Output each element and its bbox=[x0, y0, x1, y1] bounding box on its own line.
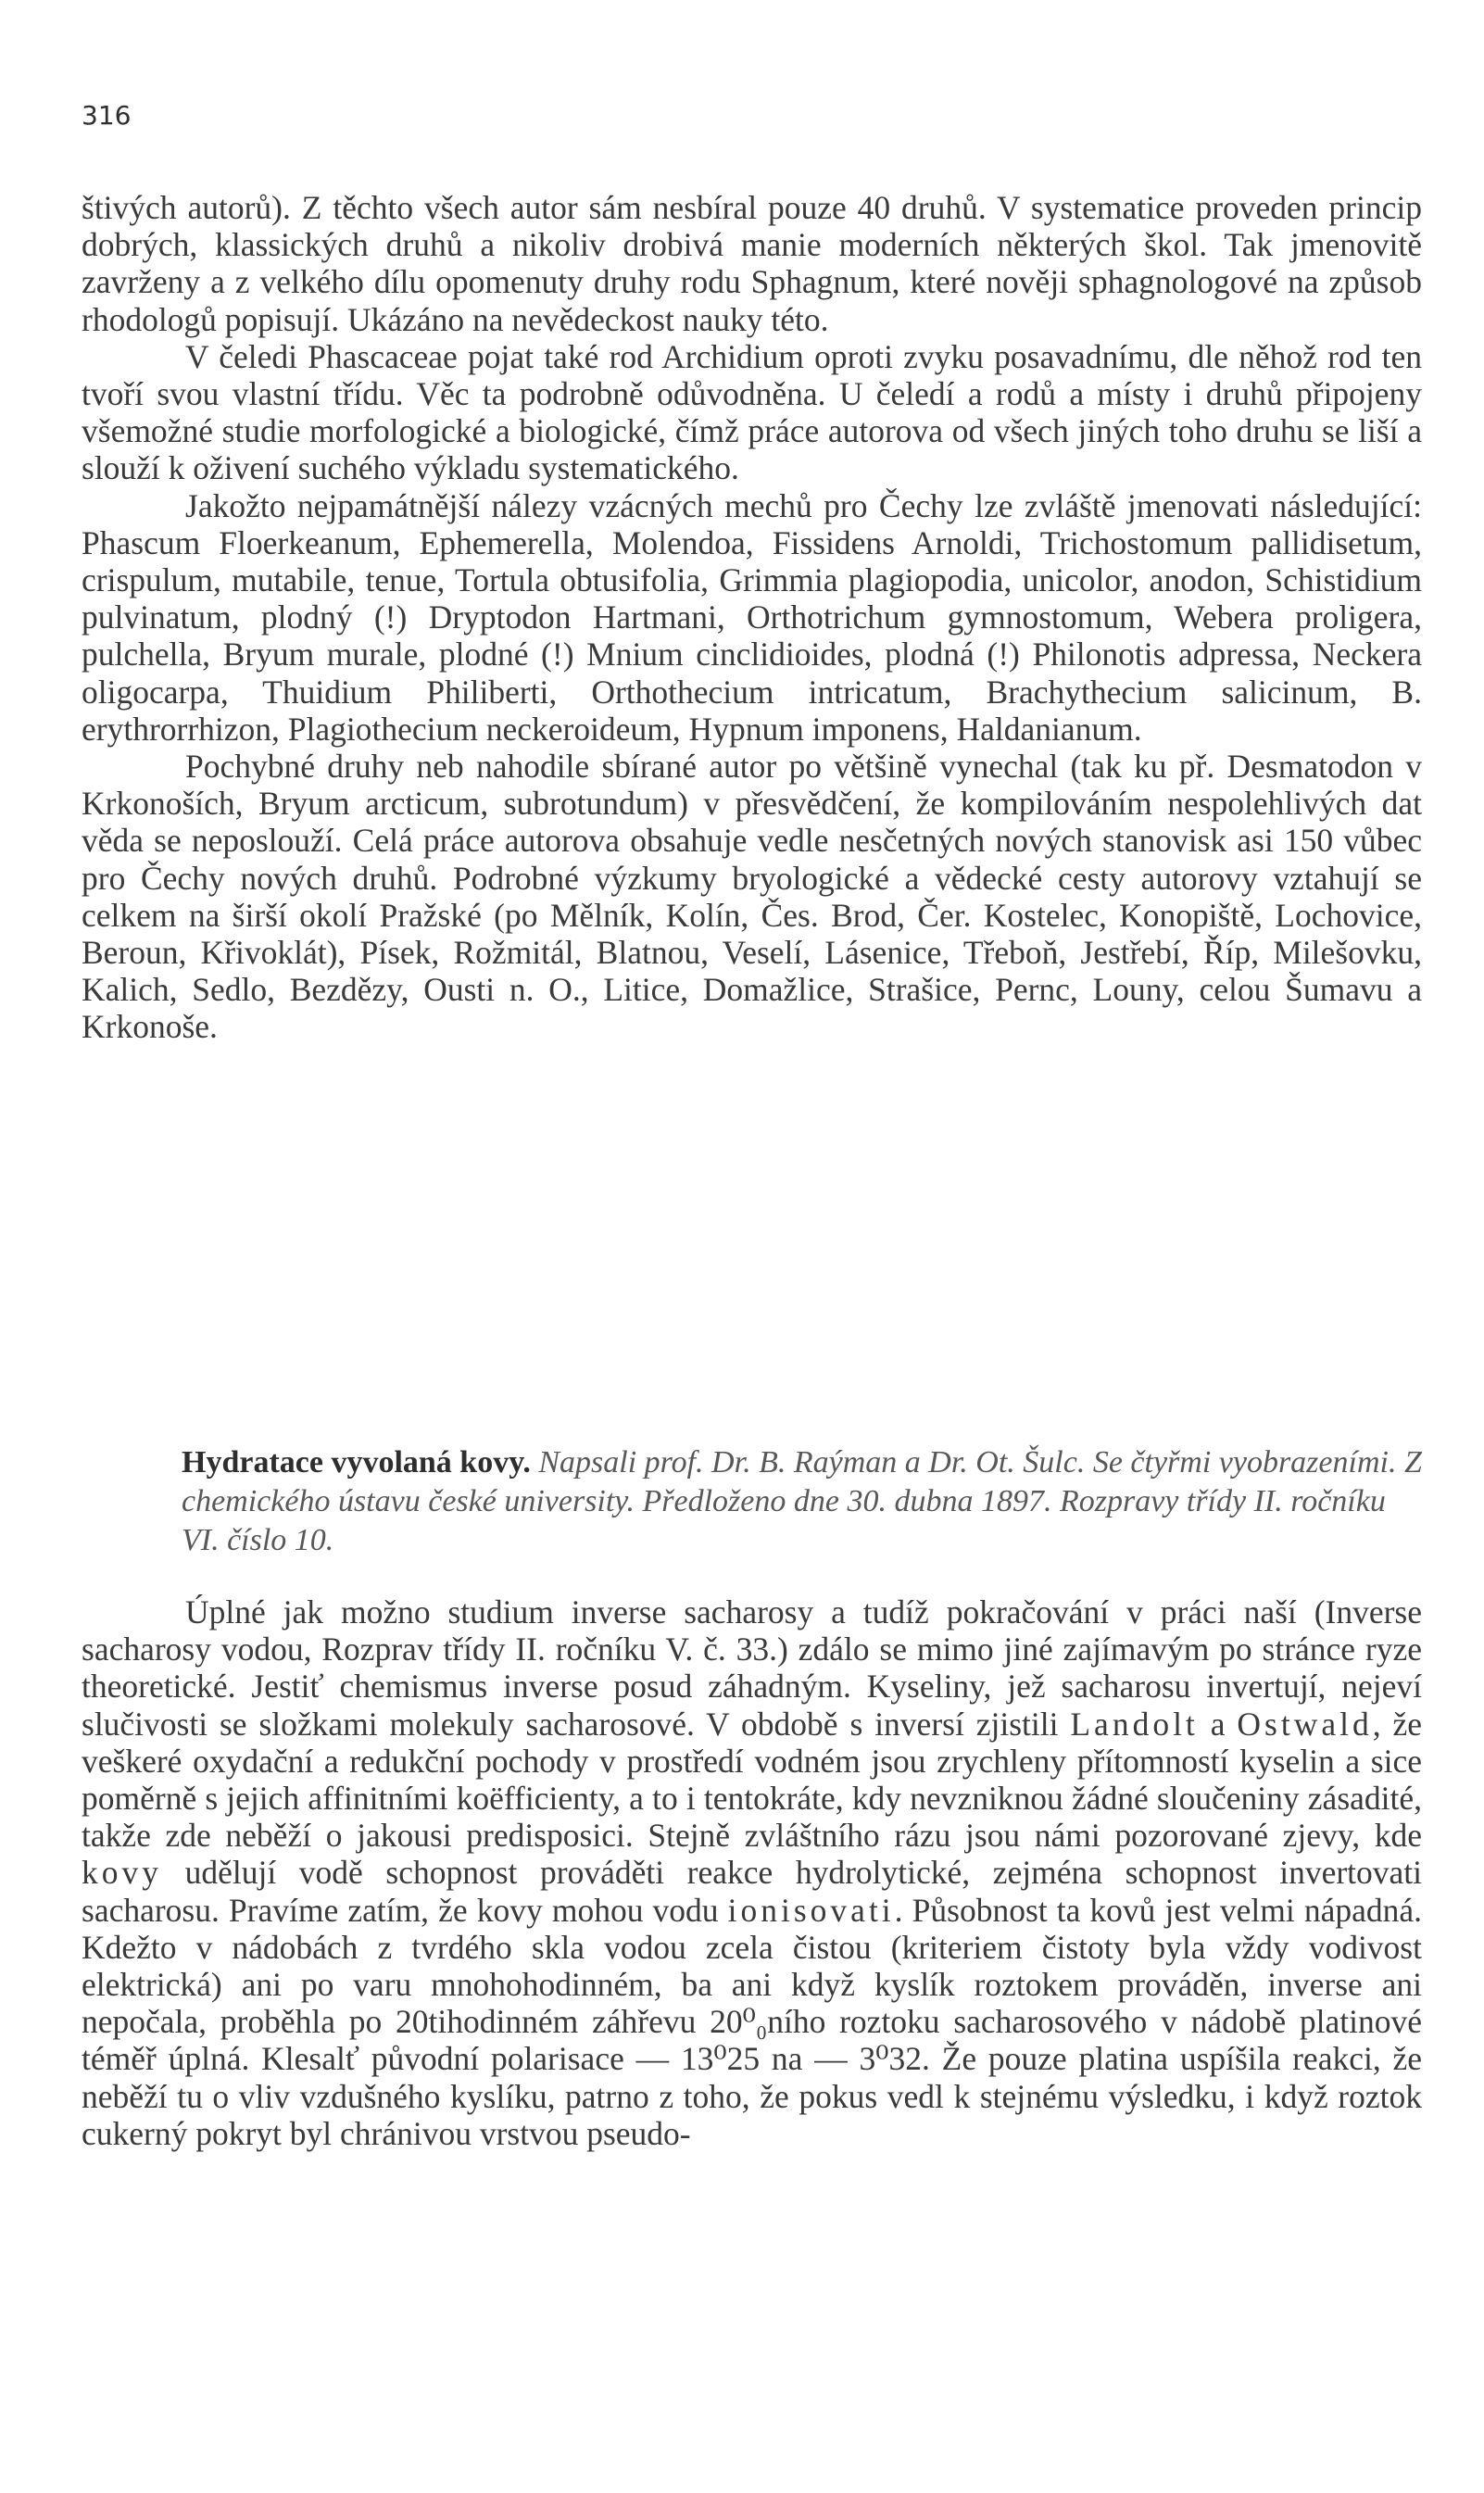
article-title: Hydratace vyvolaná kovy. bbox=[182, 1445, 531, 1479]
paragraph bbox=[82, 1593, 1422, 2152]
article-source: Napsali prof. Dr. B. Raýman a Dr. Ot. Šulc. Se čtyřmi vyobrazeními. Z chemického ústavu české university. Předloženo dne 30. dubna 1897. Rozpravy třídy II. ročníku VI. číslo 10. bbox=[182, 1445, 1422, 1557]
paragraph: Pochybné druhy neb nahodile sbírané autor po většině vynechal (tak ku př. Desmatodon v Krkonoších, Bryum arcticum, subrotundum) v přesvědčení, že kompilováním nespolehlivých dat věda se neposlouží. Celá práce autorova obsahuje vedle nesčetných nových stanovisk asi 150 vůbec pro Čechy nových druhů. Podrobné výzkumy bryologické a vědecké cesty autorovy vztahují se celkem na širší okolí Pražské (po Mělník, Kolín, Čes. Brod, Čer. Kostelec, Konopiště, Lochovice, Beroun, Křivoklát), Písek, Rožmitál, Blatnou, Veselí, Lásenice, Třeboň, Jestřebí, Říp, Milešovku, Kalich, Sedlo, Bezdězy, Ousti n. O., Litice, Domažlice, Strašice, Pernc, Louny, celou Šumavu a Krkonoše. bbox=[82, 748, 1422, 1046]
article-body bbox=[82, 1593, 1422, 2152]
author-name-ostwald: Ostwald bbox=[1237, 1705, 1373, 1743]
paragraph-text: Úplné jak možno studium inverse sacharosy a tudíž pokračování v práci naší (Inverse sacharosy vodou, Rozprav třídy II. ročníku V. č. 33.) zdálo se mimo jiné zajímavým po stránce ryze theoretické. Jestiť chemismus inverse posud záhadným. Kyseliny, jež sacharosu invertují, nejeví slučivosti se složkami molekuly sacharosové. V obdobě s inversí zjistili bbox=[82, 1593, 1422, 1743]
paragraph-text: a bbox=[1198, 1705, 1238, 1743]
paragraph-text: , že veškeré oxydační a redukční pochody v prostředí vodném jsou zrychleny přítomností kyselin a sice poměrně s jejich affinitními koëfficienty, a to i tentokráte, kdy nevzniknou žádné sloučeniny zásadité, takže zde neběží o jakousi predisposici. Stejně zvláštního rázu jsou námi pozorované zjevy, kde bbox=[82, 1705, 1422, 1855]
paragraph-text: udělují vodě schopnost prováděti reakce hydrolytické, zejména schopnost invertovati sacharosu. Pravíme zatím, že kovy mohou vodu bbox=[82, 1854, 1422, 1929]
emphasis-ionisovati: ionisovati bbox=[727, 1891, 895, 1929]
paragraph: Jakožto nejpamátnější nálezy vzácných mechů pro Čechy lze zvláště jmenovati následující: Phascum Floerkeanum, Ephemerella, Molendoa, Fissidens Arnoldi, Trichostomum pallidisetum, crispulum, mutabile, tenue, Tortula obtusifolia, Grimmia plagiopodia, unicolor, anodon, Schistidium pulvinatum, plodný (!) Dryptodon Hartmani, Orthotrichum gymnostomum, Webera proligera, pulchella, Bryum murale, plodné (!) Mnium cinclidioides, plodná (!) Philonotis adpressa, Neckera oligocarpa, Thuidium Philiberti, Orthothecium intricatum, Brachythecium salicinum, B. erythrorrhizon, Plagiothecium neckeroideum, Hypnum imponens, Haldanianum. bbox=[82, 486, 1422, 748]
emphasis-kovy: kovy bbox=[82, 1854, 162, 1892]
page-number: 316 bbox=[82, 100, 132, 131]
article-heading bbox=[182, 1443, 1423, 1560]
paragraph: štivých autorů). Z těchto všech autor sám nesbíral pouze 40 druhů. V systematice proveden princip dobrých, klassických druhů a nikoliv drobivá manie moderních některých škol. Tak jmenovitě zavrženy a z velkého dílu opomenuty druhy rodu Sphagnum, které nověji sphagnologové na způsob rhodologů popisují. Ukázáno na nevědeckost nauky této. bbox=[82, 189, 1422, 338]
paragraph-text: . Působnost ta kovů jest velmi nápadná. Kdežto v nádobách z tvrdého skla vodou zcela čistou (kriteriem čistoty byla vždy vodivost elektrická) ani po varu mnohohodinném, ba ani když kyslík roztokem prováděn, inverse ani nepočala, proběhla po 20tihodinném záhřevu 20⁰₀ního roztoku sacharosového v nádobě platinové téměř úplná. Klesalť původní polarisace — 13⁰25 na — 3⁰32. Že pouze platina uspíšila reakci, že neběží tu o vliv vzdušného kyslíku, patrno z toho, že pokus vedl k stejnému výsledku, i když roztok cukerný pokryt byl chránivou vrstvou pseudo- bbox=[82, 1891, 1422, 2152]
paragraph: V čeledi Phascaceae pojat také rod Archidium oproti zvyku posavadnímu, dle něhož rod ten tvoří svou vlastní třídu. Věc ta podrobně odůvodněna. U čeledí a rodů a místy i druhů připojeny všemožné studie morfologické a biologické, čímž práce autorova od všech jiných toho druhu se liší a slouží k oživení suchého výkladu systematického. bbox=[82, 337, 1422, 487]
review-continuation bbox=[82, 189, 1422, 1046]
author-name-landolt: Landolt bbox=[1070, 1705, 1199, 1743]
